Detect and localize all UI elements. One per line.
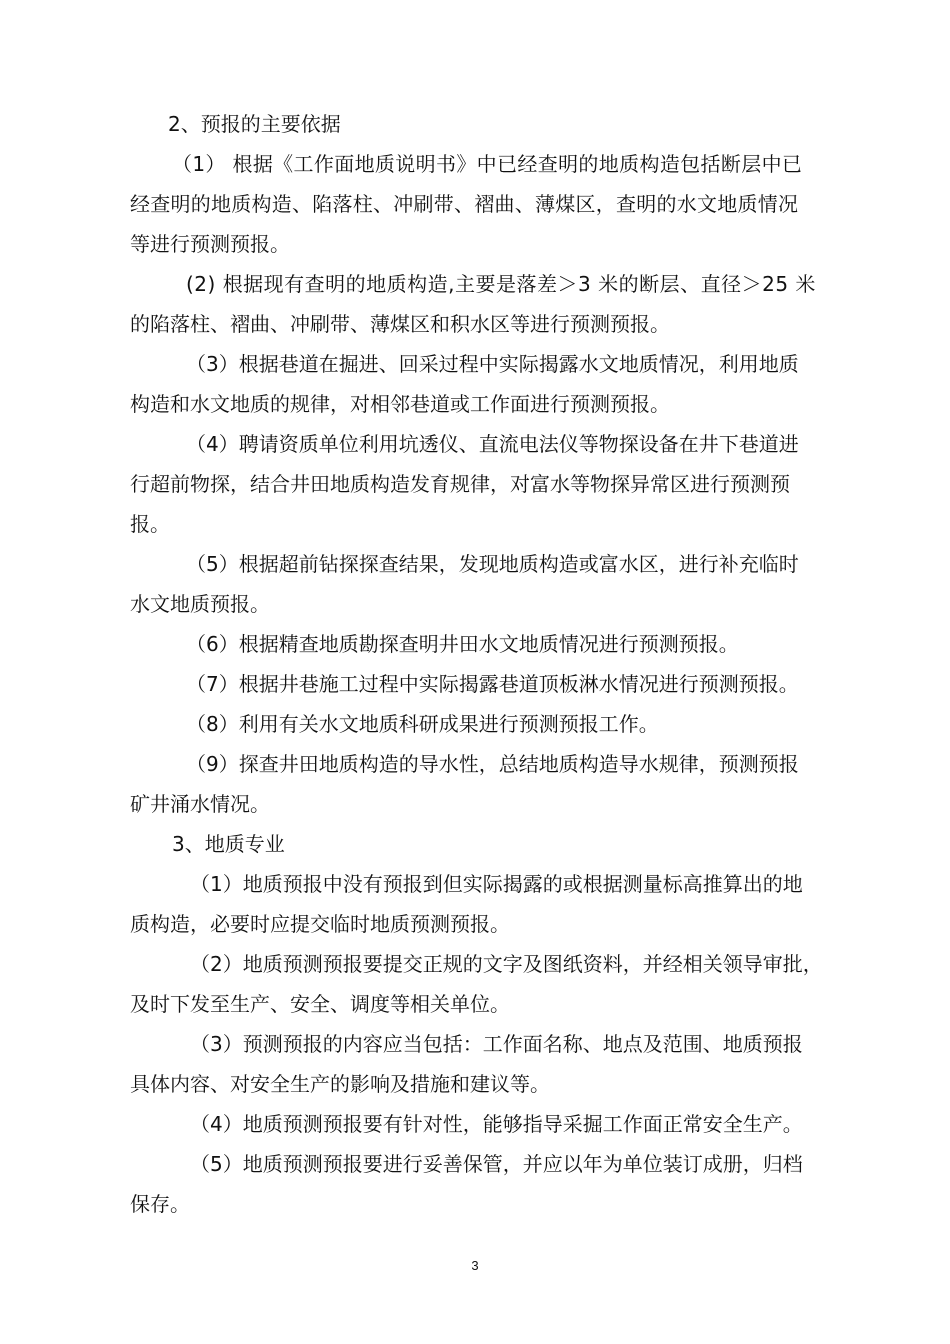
paragraph-line: 的陷落柱、褶曲、冲刷带、薄煤区和积水区等进行预测预报。 [130,312,670,336]
paragraph-line: （5）根据超前钻探探查结果，发现地质构造或富水区，进行补充临时 [186,552,799,576]
paragraph-line: （5）地质预测预报要进行妥善保管，并应以年为单位装订成册，归档 [190,1152,803,1176]
paragraph-line: 水文地质预报。 [130,592,270,616]
paragraph-line: 及时下发至生产、安全、调度等相关单位。 [130,992,510,1016]
paragraph-line: 等进行预测预报。 [130,232,290,256]
paragraph-line: 具体内容、对安全生产的影响及措施和建议等。 [130,1072,550,1096]
paragraph-line: 构造和水文地质的规律，对相邻巷道或工作面进行预测预报。 [130,392,670,416]
paragraph-line: 行超前物探，结合井田地质构造发育规律，对富水等物探异常区进行预测预 [130,472,790,496]
paragraph-line: （1）地质预报中没有预报到但实际揭露的或根据测量标高推算出的地 [190,872,803,896]
paragraph-line: (2) 根据现有查明的地质构造,主要是落差＞3 米的断层、直径＞25 米 [186,272,816,296]
paragraph-line: 报。 [130,512,170,536]
paragraph-line: （1） 根据《工作面地质说明书》中已经查明的地质构造包括断层中已 [172,152,803,176]
paragraph-line: （7）根据井巷施工过程中实际揭露巷道顶板淋水情况进行预测预报。 [186,672,799,696]
paragraph-line: 矿井涌水情况。 [130,792,270,816]
paragraph-line: 质构造，必要时应提交临时地质预测预报。 [130,912,510,936]
section-heading: 3、地质专业 [172,832,285,856]
page-number: 3 [471,1258,479,1273]
paragraph-line: 经查明的地质构造、陷落柱、冲刷带、褶曲、薄煤区，查明的水文地质情况 [130,192,799,216]
paragraph-line: （9）探查井田地质构造的导水性，总结地质构造导水规律，预测预报 [186,752,799,776]
paragraph-line: （3）根据巷道在掘进、回采过程中实际揭露水文地质情况，利用地质 [186,352,799,376]
paragraph-line: （8）利用有关水文地质科研成果进行预测预报工作。 [186,712,659,736]
paragraph-line: （4）地质预测预报要有针对性，能够指导采掘工作面正常安全生产。 [190,1112,803,1136]
paragraph-line: 保存。 [130,1192,190,1216]
paragraph-line: （4）聘请资质单位利用坑透仪、直流电法仪等物探设备在井下巷道进 [186,432,799,456]
paragraph-line: （3）预测预报的内容应当包括：工作面名称、地点及范围、地质预报 [190,1032,803,1056]
section-heading: 2、预报的主要依据 [168,112,341,136]
paragraph-line: （6）根据精查地质勘探查明井田水文地质情况进行预测预报。 [186,632,739,656]
paragraph-line: （2）地质预测预报要提交正规的文字及图纸资料，并经相关领导审批， [190,952,823,976]
